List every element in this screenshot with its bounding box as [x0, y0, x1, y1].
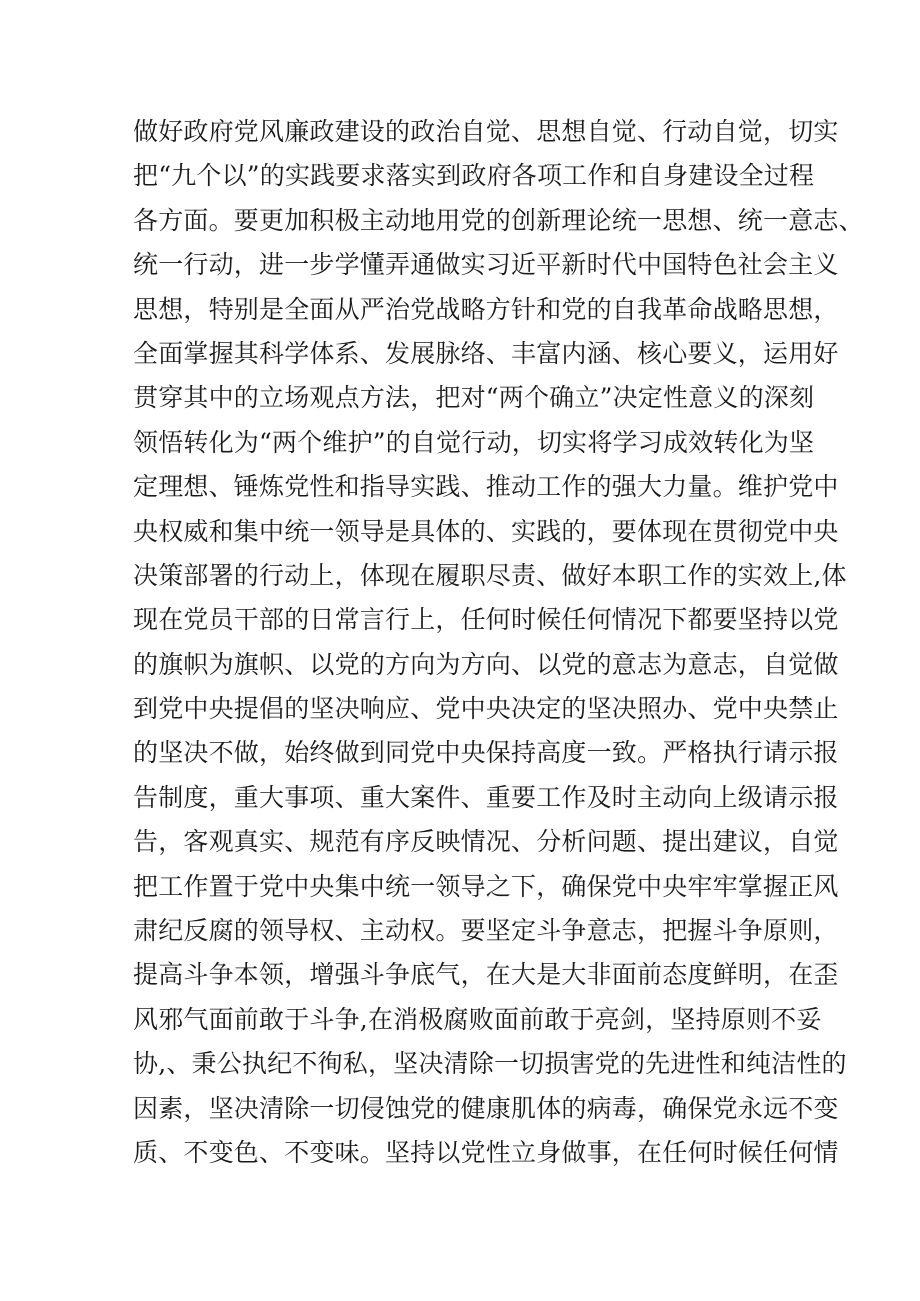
- text-line: 思想，特别是全面从严治党战略方针和党的自我革命战略思想，: [133, 294, 839, 324]
- text-line: 质、不变色、不变味。坚持以党性立身做事，在任何时候任何情: [133, 1137, 839, 1167]
- text-line: 定理想、锤炼党性和指导实践、推动工作的强大力量。维护党中: [133, 472, 839, 502]
- text-line: 把“九个以”的实践要求落实到政府各项工作和自身建设全过程: [133, 161, 815, 191]
- text-line: 把工作置于党中央集中统一领导之下，确保党中央牢牢掌握正风: [133, 871, 839, 901]
- text-line: 协,、秉公执纪不徇私，坚决清除一切损害党的先进性和纯洁性的: [133, 1049, 847, 1079]
- text-line: 到党中央提倡的坚决响应、党中央决定的坚决照办、党中央禁止: [133, 694, 839, 724]
- text-line: 告制度，重大事项、重大案件、重要工作及时主动向上级请示报: [133, 782, 839, 812]
- text-line: 提高斗争本领，增强斗争底气，在大是大非面前态度鲜明，在歪: [133, 960, 839, 990]
- text-line: 的坚决不做，始终做到同党中央保持高度一致。严格执行请示报: [133, 738, 839, 768]
- text-line: 告，客观真实、规范有序反映情况、分析问题、提出建议，自觉: [133, 827, 839, 857]
- text-line: 风邪气面前敢于斗争,在消极腐败面前敢于亮剑，坚持原则不妥: [133, 1004, 822, 1034]
- text-line: 肃纪反腐的领导权、主动权。要坚定斗争意志，把握斗争原则，: [133, 916, 839, 946]
- text-line: 央权威和集中统一领导是具体的、实践的，要体现在贯彻党中央: [133, 516, 839, 546]
- text-line: 统一行动，进一步学懂弄通做实习近平新时代中国特色社会主义: [133, 250, 839, 280]
- text-line: 的旗帜为旗帜、以党的方向为方向、以党的意志为意志，自觉做: [133, 649, 839, 679]
- text-line: 各方面。要更加积极主动地用党的创新理论统一思想、统一意志、: [133, 205, 864, 235]
- text-line: 做好政府党风廉政建设的政治自觉、思想自觉、行动自觉，切实: [133, 117, 839, 146]
- body-text: [133, 110, 864, 1175]
- text-line: 贯穿其中的立场观点方法，把对“两个确立”决定性意义的深刻: [133, 383, 815, 413]
- text-line: 全面掌握其科学体系、发展脉络、丰富内涵、核心要义，运用好: [133, 338, 839, 368]
- text-line: 因素，坚决清除一切侵蚀党的健康肌体的病毒，确保党永远不变: [133, 1093, 839, 1123]
- text-line: 现在党员干部的日常言行上，任何时候任何情况下都要坚持以党: [133, 605, 839, 635]
- text-line: 决策部署的行动上，体现在履职尽责、做好本职工作的实效上,体: [133, 560, 847, 590]
- text-line: 领悟转化为“两个维护”的自觉行动，切实将学习成效转化为坚: [133, 427, 815, 457]
